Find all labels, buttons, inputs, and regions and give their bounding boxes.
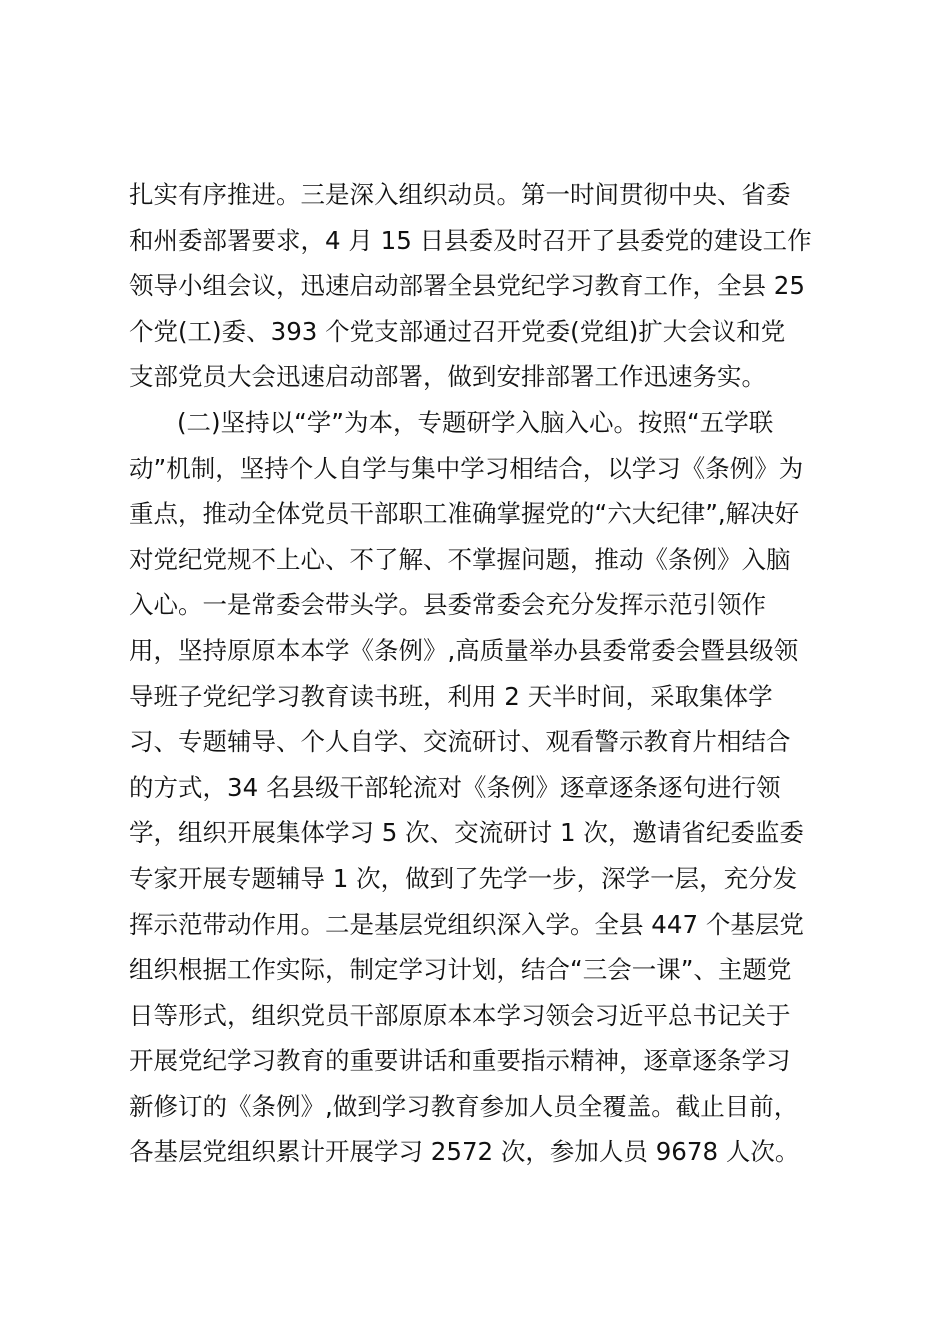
paragraph-section-two	[129, 400, 829, 1175]
text-line: 动”机制，坚持个人自学与集中学习相结合，以学习《条例》为	[129, 453, 804, 483]
text-line: 学，组织开展集体学习 5 次、交流研讨 1 次，邀请省纪委监委	[129, 818, 804, 848]
text-line: (二)坚持以“学”为本，专题研学入脑入心。按照“五学联	[177, 407, 774, 437]
text-line: 导班子党纪学习教育读书班，利用 2 天半时间，采取集体学	[129, 681, 773, 711]
text-line: 各基层党组织累计开展学习 2572 次，参加人员 9678 人次。	[129, 1137, 800, 1167]
text-line: 领导小组会议，迅速启动部署全县党纪学习教育工作，全县 25	[129, 271, 805, 301]
text-line: 新修订的《条例》,做到学习教育参加人员全覆盖。截止目前，	[129, 1091, 799, 1121]
text-line: 挥示范带动作用。二是基层党组织深入学。全县 447 个基层党	[129, 909, 804, 939]
text-line: 日等形式，组织党员干部原原本本学习领会习近平总书记关于	[129, 1000, 791, 1030]
text-line: 扎实有序推进。三是深入组织动员。第一时间贯彻中央、省委	[129, 180, 791, 209]
text-line: 和州委部署要求，4 月 15 日县委及时召开了县委党的建设工作	[129, 225, 812, 255]
text-line: 用，坚持原原本本学《条例》,高质量举办县委常委会暨县级领	[129, 635, 799, 665]
paragraph-continuation	[129, 172, 829, 400]
text-line: 对党纪党规不上心、不了解、不掌握问题，推动《条例》入脑	[129, 544, 791, 574]
text-line: 入心。一是常委会带头学。县委常委会充分发挥示范引领作	[129, 590, 766, 620]
text-line: 组织根据工作实际，制定学习计划，结合“三会一课”、主题党	[129, 955, 792, 985]
text-line: 开展党纪学习教育的重要讲话和重要指示精神，逐章逐条学习	[129, 1046, 791, 1076]
text-line: 专家开展专题辅导 1 次，做到了先学一步，深学一层，充分发	[129, 863, 798, 893]
text-line: 支部党员大会迅速启动部署，做到安排部署工作迅速务实。	[129, 362, 766, 392]
text-line: 个党(工)委、393 个党支部通过召开党委(党组)扩大会议和党	[129, 316, 786, 346]
text-line: 的方式，34 名县级干部轮流对《条例》逐章逐条逐句进行领	[129, 772, 781, 802]
body-text	[129, 172, 829, 1175]
text-line: 重点，推动全体党员干部职工准确掌握党的“六大纪律”,解决好	[129, 499, 800, 529]
text-line: 习、专题辅导、个人自学、交流研讨、观看警示教育片相结合	[129, 727, 791, 757]
